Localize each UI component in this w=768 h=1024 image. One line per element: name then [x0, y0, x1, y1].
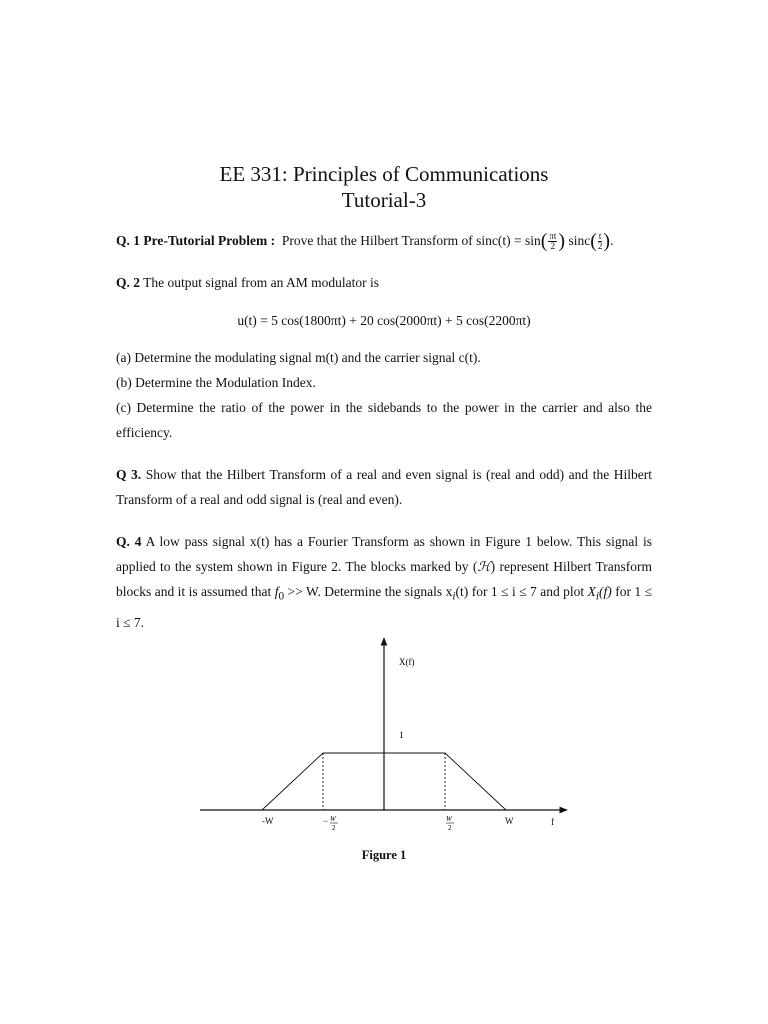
- question-3: [116, 462, 652, 512]
- tick-label-pos-half-den: 2: [448, 824, 452, 832]
- y-axis-label: X(f): [399, 657, 415, 667]
- q2-label: Q. 2: [116, 275, 141, 290]
- question-4: Q. 4 A low pass signal x(t) has a Fourier Transform as shown in Figure 1 below. This signal is applied to the system shown in Figure 2. The blocks marked by (ℋ) represent Hilbert Transform blocks and it is assumed that $f_0 >> W$. Determine the signals $x_i(t)$ for 1 ≤ i ≤ 7 and plot $X_i(f)$ for 1 ≤ i ≤ 7.: [116, 534, 653, 630]
- q4-label: Q. 4: [116, 534, 142, 549]
- q1-fraction-2: $\frac{t}{2}$: [597, 231, 603, 252]
- q2-part-c: (c) Determine the ratio of the power in the sidebands to the power in the carrier and also the efficiency.: [116, 400, 652, 440]
- level-label: 1: [399, 730, 404, 740]
- q1-label: Q. 1 Pre-Tutorial Problem :: [116, 233, 276, 248]
- figure-caption: Figure 1: [361, 848, 407, 862]
- tick-label-neg-half-sign: −: [323, 816, 329, 826]
- document-subtitle: Tutorial-3: [341, 188, 427, 212]
- tick-label-neg-w: -W: [262, 816, 274, 826]
- question-1: Q. 1 Pre-Tutorial Problem : Prove that the Hilbert Transform of sinc(t) = sin( $\frac{\pi t}{2}$ ) sinc( $\frac{t}{2}$ ).: [116, 230, 614, 252]
- q1-fraction-1: $\frac{\pi t}{2}$: [549, 231, 557, 252]
- tick-label-pos-half-num: W: [446, 815, 452, 823]
- tick-label-pos-w: W: [505, 816, 514, 826]
- q2-part-a: (a) Determine the modulating signal m(t) and the carrier signal c(t).: [116, 350, 481, 365]
- q3-text: Show that the Hilbert Transform of a real and even signal is (real and odd) and the Hilbert Transform of a real and odd signal is (real and even).: [116, 467, 652, 507]
- q2-part-b: (b) Determine the Modulation Index.: [116, 375, 316, 390]
- hilbert-symbol: ℋ: [477, 559, 491, 574]
- tick-label-neg-half-den: 2: [332, 824, 336, 832]
- figure-1-plot: [195, 630, 575, 840]
- q1-text: Prove that the Hilbert Transform of sinc(t) = sin: [281, 233, 541, 248]
- q2-text: The output signal from an AM modulator is: [143, 275, 380, 290]
- tick-label-neg-half-num: W: [330, 815, 336, 823]
- q2-equation: u(t) = 5 cos(1800πt) + 20 cos(2000πt) + 5 cos(2200πt): [237, 313, 531, 328]
- q3-label: Q 3.: [116, 467, 142, 482]
- document-title: EE 331: Principles of Communications: [219, 162, 549, 186]
- q1-sinc: sinc: [568, 233, 591, 248]
- x-axis-label: f: [551, 817, 554, 827]
- question-2: [116, 270, 652, 295]
